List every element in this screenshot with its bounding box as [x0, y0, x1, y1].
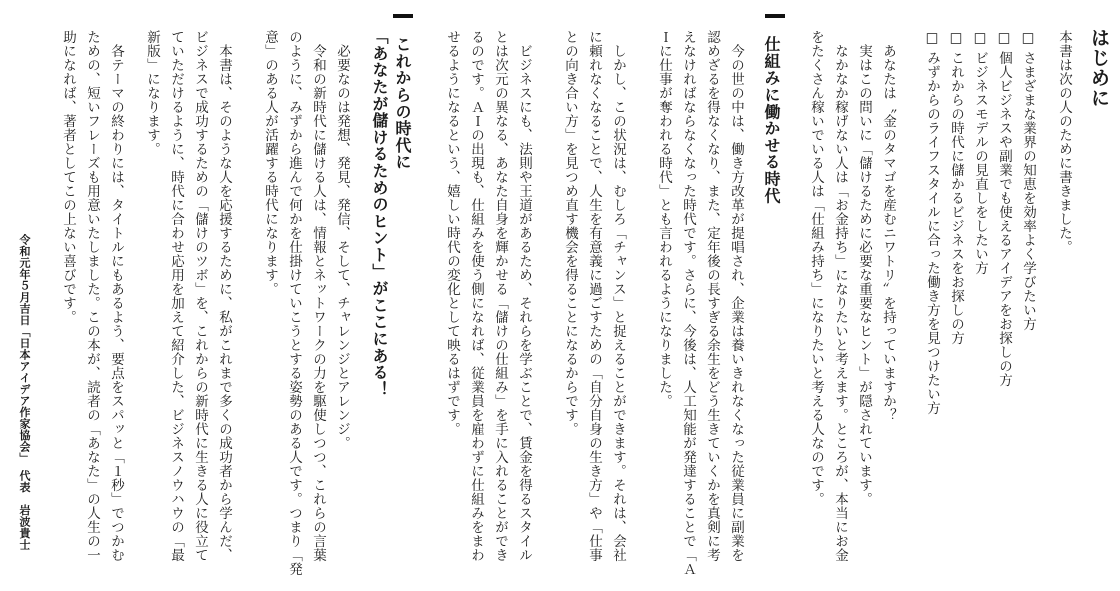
checklist-item: □ 個人ビジネスや副業でも使えるアイデアをお探しの方: [996, 30, 1012, 388]
paragraph-line: ための、短いフレーズも用意いたしました。この本が、読者の「あなた」の人生の一: [84, 30, 100, 562]
paragraph-line: ビジネスにも、法則や王道があるため、それらを学ぶことで、賃金を得るスタイル: [516, 30, 532, 562]
paragraph-line: に頼れなくなることで、人生を有意義に過ごすための「自分自身の生き方」や「仕事: [586, 30, 602, 562]
page-title: はじめに: [1088, 28, 1110, 108]
paragraph-line: 意」のある人が活躍する時代になります。: [262, 30, 278, 296]
checklist-item: □ みずからのライフスタイルに合った働き方を見つけたい方: [924, 30, 940, 416]
paragraph-line: とは次元の異なる、あなた自身を輝かせる「儲けの仕組み」を手に入れることができ: [492, 30, 508, 562]
intro-line: 本書は次の人のために書きました。: [1056, 30, 1072, 254]
section-heading: 「あなたが儲けるためのヒント」がここにある！: [370, 28, 389, 398]
paragraph-line: えなければならなくなった時代です。さらに、今後は、人工知能が発達することで「Ａ: [680, 30, 696, 576]
paragraph-line: のように、みずから進んで何かを仕掛けていこうとする姿勢のある人です。つまり「発: [286, 30, 302, 576]
paragraph-line: あなたは〝金のタマゴを産むニワトリ〟を持っていますか？: [880, 30, 896, 422]
paragraph-line: 各テーマの終わりには、タイトルにもあるよう、要点をスパッと「１秒」でつかむ: [108, 30, 124, 562]
paragraph-line: 必要なのは発想、発見、発信、そして、チャレンジとアレンジ。: [334, 30, 350, 450]
paragraph-line: 実はこの問いに「儲けるために必要な重要なヒント」が隠されています。: [856, 30, 872, 506]
paragraph-line: るのです。ＡＩの出現も、仕組みを使う側になれば、従業員を雇わずに仕組みをまわ: [468, 30, 484, 562]
paragraph-line: 本書は、そのような人を応援するために、私がこれまで多くの成功者から学んだ、: [216, 30, 232, 562]
paragraph-line: 新版」になります。: [144, 30, 160, 156]
checklist-item: □ さまざまな業界の知恵を効率よく学びたい方: [1020, 30, 1036, 332]
section-heading: 仕組みに働かせる時代: [762, 36, 781, 204]
paragraph-line: 助になれば、著者としてこの上ない喜びです。: [60, 30, 76, 324]
section-heading: これからの時代に: [393, 36, 412, 171]
signature-line: 令和元年５月吉日「日本アイデア作家協会」 代表 岩波貴士: [18, 234, 31, 551]
paragraph-line: せるようになるという、嬉しい時代の変化として映るはずです。: [444, 30, 460, 436]
checklist-item: □ ビジネスモデルの見直しをしたい方: [972, 30, 988, 276]
paragraph-line: なかなか稼げない人は「お金持ち」になりたいと考えます。ところが、本当にお金: [832, 30, 848, 562]
section-heading-marker: [393, 14, 413, 24]
paragraph-line: Ｉに仕事が奪われる時代」とも言われるようになりました。: [656, 30, 672, 408]
paragraph-line: ビジネスで成功するための「儲けのツボ」を、これからの新時代に生きる人に役立て: [192, 30, 208, 562]
paragraph-line: 令和の新時代に儲ける人は、情報とネットワークの力を駆使しつつ、これらの言葉: [310, 30, 326, 562]
checklist-item: □ これからの時代に儲かるビジネスをお探しの方: [948, 30, 964, 346]
paragraph-line: との向き合い方」を見つめ直す機会を得ることになるからです。: [562, 30, 578, 436]
paragraph-line: しかし、この状況は、むしろ「チャンス」と捉えることができます。それは、会社: [610, 30, 626, 562]
paragraph-line: 認めざるを得なくなり、また、定年後の長すぎる余生をどう生きていくかを真剣に考: [704, 30, 720, 562]
paragraph-line: 今の世の中は、働き方改革が提唱され、企業は養いきれなくなった従業員に副業を: [728, 30, 744, 562]
paragraph-line: ていただけるように、時代に合わせ応用を加えて紹介した、ビジネスノウハウの「最: [168, 30, 184, 562]
section-heading-marker: [765, 14, 785, 24]
paragraph-line: をたくさん稼いでいる人は「仕組み持ち」になりたいと考える人なのです。: [808, 30, 824, 506]
